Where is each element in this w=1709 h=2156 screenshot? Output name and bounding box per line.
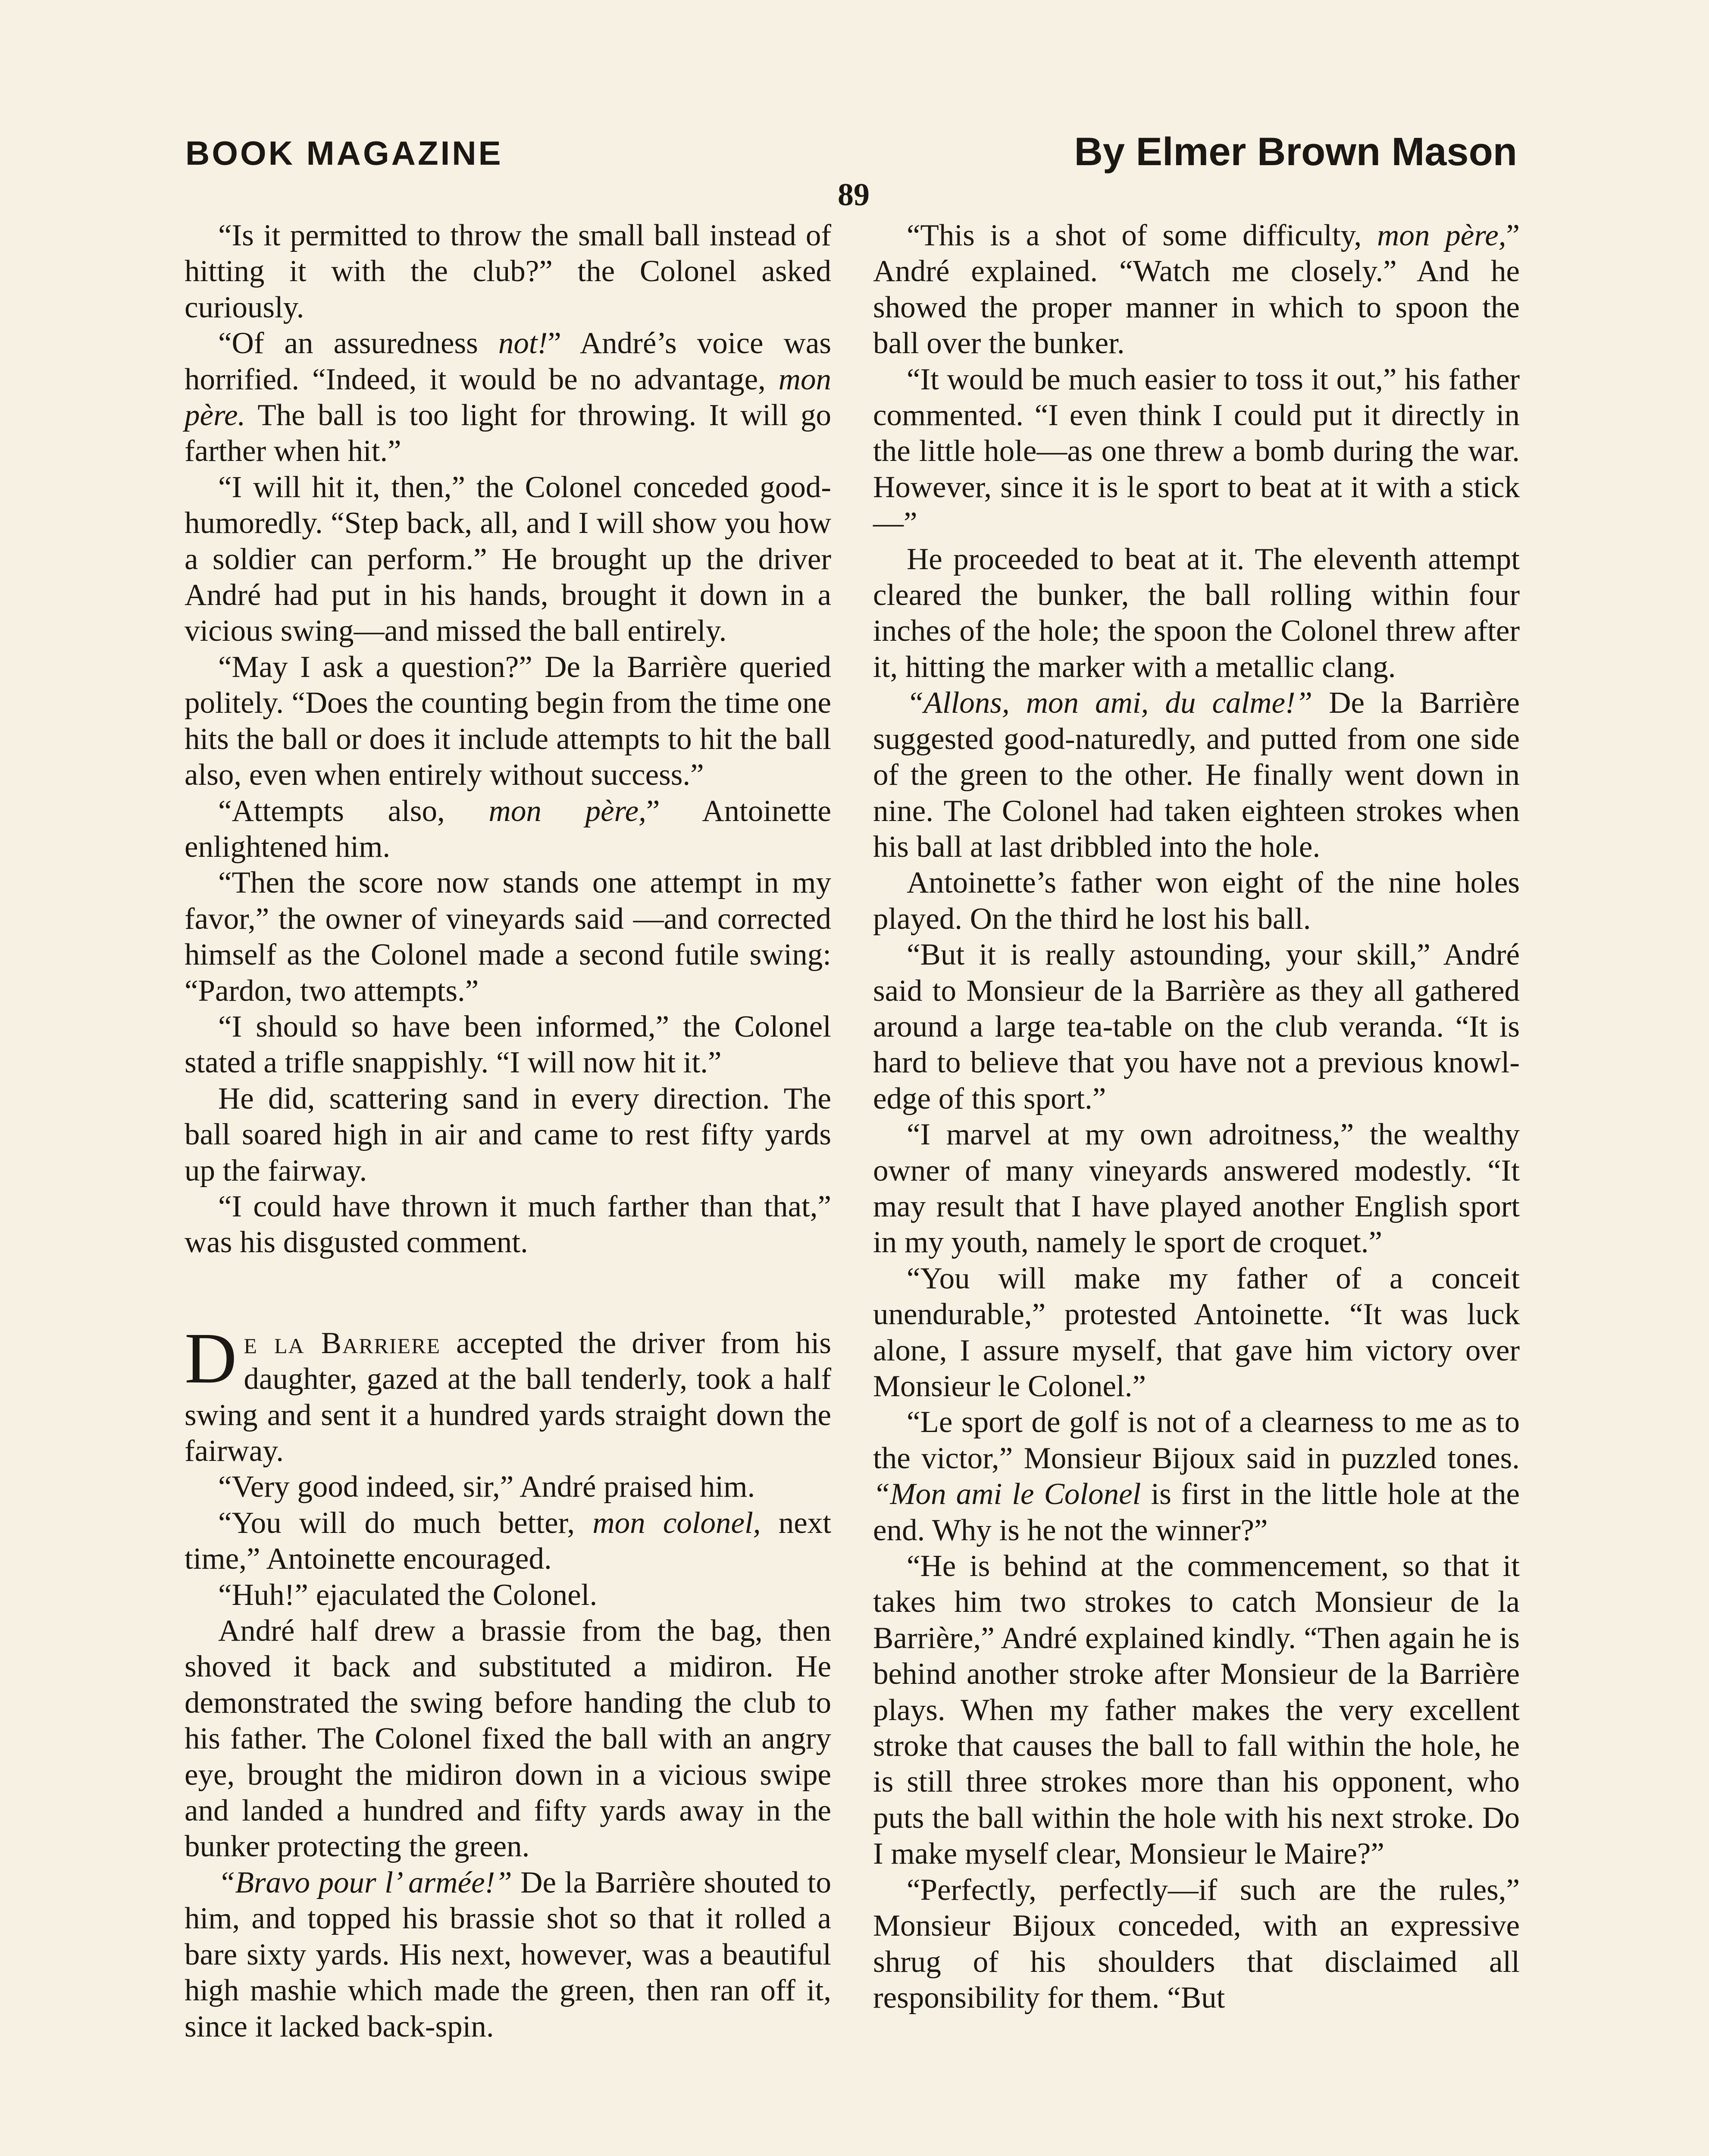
paragraph: “I could have thrown it much farther than that,” was his disgusted comment. — [185, 1189, 831, 1260]
paragraph: “Allons, mon ami, du calme!” De la Barrière suggested good-naturedly, and putted from one side of the green to the other. He finally went down in nine. The Colonel had taken eighteen strokes when his ball at last dribbled into the hole. — [873, 686, 1520, 864]
running-head — [185, 129, 1517, 181]
paragraph: “Of an assuredness not!” André’s voice was horrified. “Indeed, it would be no advantage, mon père. The ball is too light for throwing. It will go farther when hit.” — [185, 326, 831, 468]
paragraph: “He is behind at the commencement, so that it takes him two strokes to catch Monsieur de la Barrière,” André explained kindly. “Then again he is behind another stroke after Monsieur de la Barrière plays. When my father makes the very excellent stroke that causes the ball to fall within the hole, he is still three strokes more than his opponent, who puts the ball within the hole with his next stroke. Do I make myself clear, Monsieur le Maire?” — [873, 1549, 1520, 1871]
page-number: 89 — [838, 177, 870, 213]
paragraph: “Is it permitted to throw the small ball instead of hitting it with the club?” the Colonel asked curiously. — [185, 219, 831, 324]
right-column — [873, 218, 1520, 2016]
paragraph: He proceeded to beat at it. The eleventh attempt cleared the bunker, the ball rolling within four inches of the hole; the spoon the Colonel threw after it, hitting the marker with a metallic clang. — [873, 542, 1520, 684]
author-byline: By Elmer Brown Mason — [1074, 130, 1517, 174]
paragraph: “May I ask a question?” De la Barrière queried politely. “Does the counting begin from the time one hits the ball or does it include attempts to hit the ball also, even when entirely without success.” — [185, 650, 831, 792]
paragraph: “You will do much better, mon colonel, next time,” Antoinette encouraged. — [185, 1506, 831, 1576]
paragraph: “Then the score now stands one attempt in my favor,” the owner of vineyards said —and corrected himself as the Colonel made a second futile swing: “Pardon, two attempts.” — [185, 866, 831, 1008]
paragraph: “Bravo pour l’ armée!” De la Barrière shouted to him, and topped his brassie shot so that it rolled a bare sixty yards. His next, however, was a beautiful high mashie which made the green, then ran off it, since it lacked back-spin. — [185, 1865, 831, 2043]
paragraph: “You will make my father of a conceit unendurable,” protested Antoinette. “It was luck alone, I assure myself, that gave him victory over Monsieur le Colonel.” — [873, 1261, 1520, 1403]
paragraph: “I marvel at my own adroitness,” the wealthy owner of many vineyards answered modestly. “It may result that I have played another English sport in my youth, namely le sport de croquet.” — [873, 1118, 1520, 1260]
paragraph: “Le sport de golf is not of a clearness to me as to the victor,” Monsieur Bijoux said in puzzled tones. “Mon ami le Colonel is first in the little hole at the end. Why is he not the winner?” — [873, 1405, 1520, 1547]
paragraph: “Perfectly, perfectly—if such are the rules,” Monsieur Bijoux conceded, with an expressive shrug of his shoulders that disclaimed all responsibility for them. “But — [873, 1873, 1520, 2015]
paragraph: “Very good indeed, sir,” André praised him. — [218, 1470, 755, 1504]
left-column — [185, 218, 831, 2045]
paragraph: “This is a shot of some difficulty, mon père,” André explained. “Watch me closely.” And he showed the proper manner in which to spoon the ball over the bunker. — [873, 219, 1520, 360]
drop-cap: D — [185, 1318, 237, 1398]
paragraph: “It would be much easier to toss it out,” his father commented. “I even think I could put it directly in the little hole—as one threw a bomb during the war. However, since it is le sport to beat at it with a stick—” — [873, 362, 1520, 540]
paragraph: André half drew a brassie from the bag, then shoved it back and substituted a midiron. He demonstrated the swing before handing the club to his father. The Colonel fixed the ball with an angry eye, brought the midiron down in a vicious swipe and landed a hundred and fifty yards away in the bunker protecting the green. — [185, 1614, 831, 1864]
paragraph: “I will hit it, then,” the Colonel conceded good-humoredly. “Step back, all, and I will show you how a soldier can perform.” He brought up the driver André had put in his hands, brought it down in a vicious swing—and missed the ball entirely. — [185, 470, 831, 648]
paragraph: Antoinette’s father won eight of the nine holes played. On the third he lost his ball. — [873, 866, 1520, 936]
section-opening-paragraph: De la Barriere accepted the driver from his daughter, gazed at the ball tenderly, took a half swing and sent it a hundred yards straight down the fairway. — [185, 1318, 831, 1468]
paragraph: “Attempts also, mon père,” Antoinette enlightened him. — [185, 794, 831, 864]
magazine-title: BOOK MAGAZINE — [185, 134, 503, 172]
paragraph: “I should so have been informed,” the Colonel stated a trifle snappishly. “I will now hit it.” — [185, 1009, 831, 1080]
paragraph: He did, scattering sand in every direction. The ball soared high in air and came to rest fifty yards up the fairway. — [185, 1081, 831, 1188]
paragraph: “Huh!” ejaculated the Colonel. — [218, 1578, 598, 1612]
paragraph: “But it is really astounding, your skill,” André said to Monsieur de la Barrière as they all gathered around a large tea-table on the club veranda. “It is hard to believe that you have not a previous knowledge of this sport.” — [873, 938, 1520, 1116]
